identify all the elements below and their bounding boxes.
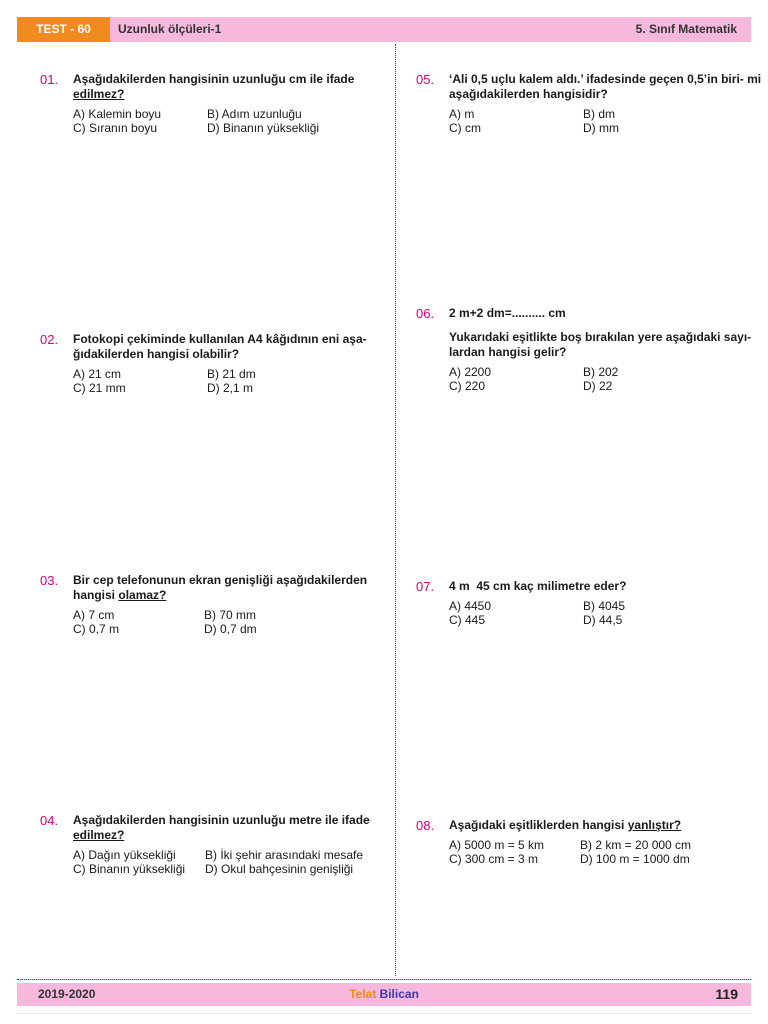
option-a[interactable]: A) Dağın yüksekliği	[73, 848, 176, 862]
option-b[interactable]: B) 202	[583, 365, 619, 379]
question-text	[73, 573, 383, 603]
subject-title: 5. Sınıf Matematik	[635, 22, 737, 36]
option-d[interactable]: D) 22	[583, 379, 613, 393]
page-number: 119	[715, 986, 738, 1002]
author-first-name: Telat	[349, 987, 377, 1001]
question-stem: Aşağıdaki eşitliklerden hangisi	[449, 818, 625, 832]
bottom-rule	[17, 1013, 751, 1014]
option-d[interactable]: D) Okul bahçesinin genişliği	[205, 862, 354, 876]
option-b[interactable]: B) İki şehir arasındaki mesafe	[205, 848, 364, 862]
option-d[interactable]: D) 44,5	[583, 613, 623, 627]
option-a[interactable]: A) 2200	[449, 365, 492, 379]
question-number: 08.	[416, 818, 435, 833]
question-text: ‘Ali 0,5 uçlu kalem aldı.’ ifadesinde geçen 0,5’in biri- mi aşağıdakilerden hangisidir?	[449, 72, 762, 101]
question-stem: Bir cep telefonunun ekran genişliği aşağıdakilerden hangisi	[73, 573, 368, 602]
option-c[interactable]: C) Sıranın boyu	[73, 121, 158, 135]
page-header	[17, 17, 751, 42]
question-emphasis: edilmez?	[73, 828, 125, 842]
question-equation: 2 m+2 dm=.......... cm	[449, 306, 566, 320]
option-b[interactable]: B) dm	[583, 107, 616, 121]
question-text	[73, 72, 383, 102]
answer-options	[449, 107, 764, 135]
question-emphasis: yanlıştır?	[627, 818, 682, 832]
question-emphasis: olamaz?	[118, 588, 167, 602]
option-a[interactable]: A) m	[449, 107, 475, 121]
topic-title: Uzunluk ölçüleri-1	[118, 22, 222, 36]
answer-options	[449, 838, 764, 866]
option-a[interactable]: A) 5000 m = 5 km	[449, 838, 545, 852]
answer-options	[449, 365, 764, 393]
option-b[interactable]: B) 4045	[583, 599, 626, 613]
question-text	[73, 813, 383, 843]
question-emphasis: edilmez?	[73, 87, 125, 101]
option-a[interactable]: A) 7 cm	[73, 608, 115, 622]
option-c[interactable]: C) 300 cm = 3 m	[449, 852, 539, 866]
question-01	[40, 72, 383, 135]
question-04	[40, 813, 383, 876]
question-stem: Aşağıdakilerden hangisinin uzunluğu metre ile ifade	[73, 813, 370, 827]
question-text	[449, 818, 764, 833]
option-b[interactable]: B) Adım uzunluğu	[207, 107, 302, 121]
option-a[interactable]: A) 21 cm	[73, 367, 122, 381]
option-b[interactable]: B) 2 km = 20 000 cm	[580, 838, 692, 852]
author-name	[17, 983, 751, 1006]
option-a[interactable]: A) Kalemin boyu	[73, 107, 162, 121]
question-number: 06.	[416, 306, 435, 321]
question-number: 03.	[40, 573, 59, 588]
question-text: 4 m 45 cm kaç milimetre eder?	[449, 579, 627, 593]
question-number: 04.	[40, 813, 59, 828]
option-a[interactable]: A) 4450	[449, 599, 492, 613]
question-number: 02.	[40, 332, 59, 347]
footer-divider	[17, 979, 751, 980]
question-02	[40, 332, 383, 395]
option-c[interactable]: C) cm	[449, 121, 481, 135]
answer-options	[73, 107, 383, 135]
option-c[interactable]: C) 21 mm	[73, 381, 126, 395]
option-d[interactable]: D) mm	[583, 121, 619, 135]
question-stem: Aşağıdakilerden hangisinin uzunluğu cm ile ifade	[73, 72, 355, 86]
option-d[interactable]: D) Binanın yüksekliği	[207, 121, 320, 135]
question-text: Yukarıdaki eşitlikte boş bırakılan yere aşağıdaki sayı- lardan hangisi gelir?	[449, 330, 752, 359]
question-text: Fotokopi çekiminde kullanılan A4 kâğıdının eni aşa- ğıdakilerden hangisi olabilir?	[73, 332, 367, 361]
question-03	[40, 573, 383, 636]
question-07	[416, 579, 764, 627]
page-footer	[17, 983, 751, 1006]
question-08	[416, 818, 764, 866]
option-c[interactable]: C) 0,7 m	[73, 622, 120, 636]
school-year: 2019-2020	[38, 987, 96, 1001]
option-c[interactable]: C) Binanın yüksekliği	[73, 862, 186, 876]
option-d[interactable]: D) 100 m = 1000 dm	[580, 852, 690, 866]
option-b[interactable]: B) 70 mm	[204, 608, 257, 622]
option-d[interactable]: D) 0,7 dm	[204, 622, 257, 636]
option-d[interactable]: D) 2,1 m	[207, 381, 254, 395]
author-last-name: Bilican	[379, 987, 419, 1001]
question-number: 01.	[40, 72, 59, 87]
answer-options	[73, 608, 383, 636]
test-badge: TEST - 60	[17, 17, 110, 42]
answer-options	[73, 367, 383, 395]
answer-options	[73, 848, 383, 876]
option-c[interactable]: C) 220	[449, 379, 486, 393]
option-b[interactable]: B) 21 dm	[207, 367, 256, 381]
question-06	[416, 306, 764, 393]
question-number: 07.	[416, 579, 435, 594]
question-number: 05.	[416, 72, 435, 87]
answer-options	[449, 599, 764, 627]
option-c[interactable]: C) 445	[449, 613, 486, 627]
question-05	[416, 72, 764, 135]
column-divider	[395, 44, 396, 976]
